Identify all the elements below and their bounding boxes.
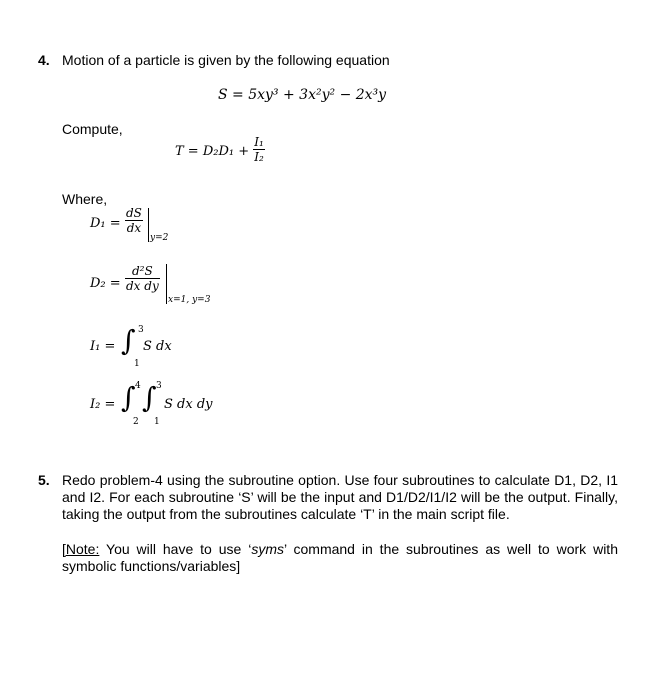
fraction-numerator: I₁ — [254, 135, 264, 149]
integral-icon: ∫ — [142, 381, 157, 414]
d2-derivative — [125, 264, 160, 293]
problem-4-number: 4. — [38, 52, 50, 68]
i2-inner-upper-limit: 3 — [156, 381, 162, 391]
d1-lhs: D₁ = — [90, 216, 121, 231]
note-command: syms — [251, 541, 284, 557]
fraction-numerator: dS — [126, 206, 142, 220]
problem-5-text: Redo problem-4 using the subroutine option. Use four subroutines to calculate D1, D2, I1 and I2. For each subroutine ‘S’ will be the input and D1/D2/I1/I2 will be the output. Finally, taking the output from the subroutines calculate ‘T’ in the main script file. — [62, 472, 618, 522]
fraction-numerator: d²S — [125, 264, 160, 279]
i1-lower-limit: 1 — [134, 359, 140, 369]
problem-5-note — [62, 541, 618, 575]
integral-icon: ∫ — [121, 381, 136, 414]
d2-eval-bar — [166, 264, 167, 304]
i1-upper-limit: 3 — [138, 325, 144, 335]
fraction-denominator: I₂ — [254, 150, 264, 164]
equation-t-fraction — [253, 135, 265, 164]
integral-icon: ∫ — [121, 324, 136, 357]
where-label: Where, — [62, 191, 108, 207]
d1-derivative — [125, 206, 143, 235]
d2-lhs: D₂ = — [90, 276, 121, 291]
d2-fraction — [125, 264, 160, 293]
d1-fraction — [125, 206, 143, 235]
note-label: [Note: — [62, 541, 100, 557]
problem-5-number: 5. — [38, 472, 50, 488]
equation-s: S = 5xy³ + 3x²y² − 2x³y — [218, 87, 387, 103]
d1-eval-point: y=2 — [150, 233, 169, 243]
i2-inner-lower-limit: 1 — [154, 417, 160, 427]
compute-label: Compute, — [62, 121, 123, 137]
note-pre: You will have to use ‘ — [99, 541, 252, 557]
problem-4-statement: Motion of a particle is given by the following equation — [62, 52, 390, 68]
equation-t-lhs: T = D₂D₁ + — [175, 144, 250, 159]
fraction-denominator: dx dy — [126, 279, 159, 293]
i2-lhs: I₂ = — [90, 397, 116, 412]
i2-outer-upper-limit: 4 — [135, 381, 141, 391]
fraction-denominator: dx — [126, 221, 142, 235]
d2-eval-point: x=1, y=3 — [168, 295, 211, 305]
i1-integrand: S dx — [143, 339, 172, 354]
i1-lhs: I₁ = — [90, 339, 116, 354]
d1-eval-bar — [148, 208, 149, 242]
i2-integrand: S dx dy — [164, 397, 213, 412]
note-post: ’ command in the subroutines as well to work with symbolic functions/variables] — [62, 541, 618, 574]
equation-t — [175, 137, 265, 166]
i2-outer-lower-limit: 2 — [133, 417, 139, 427]
